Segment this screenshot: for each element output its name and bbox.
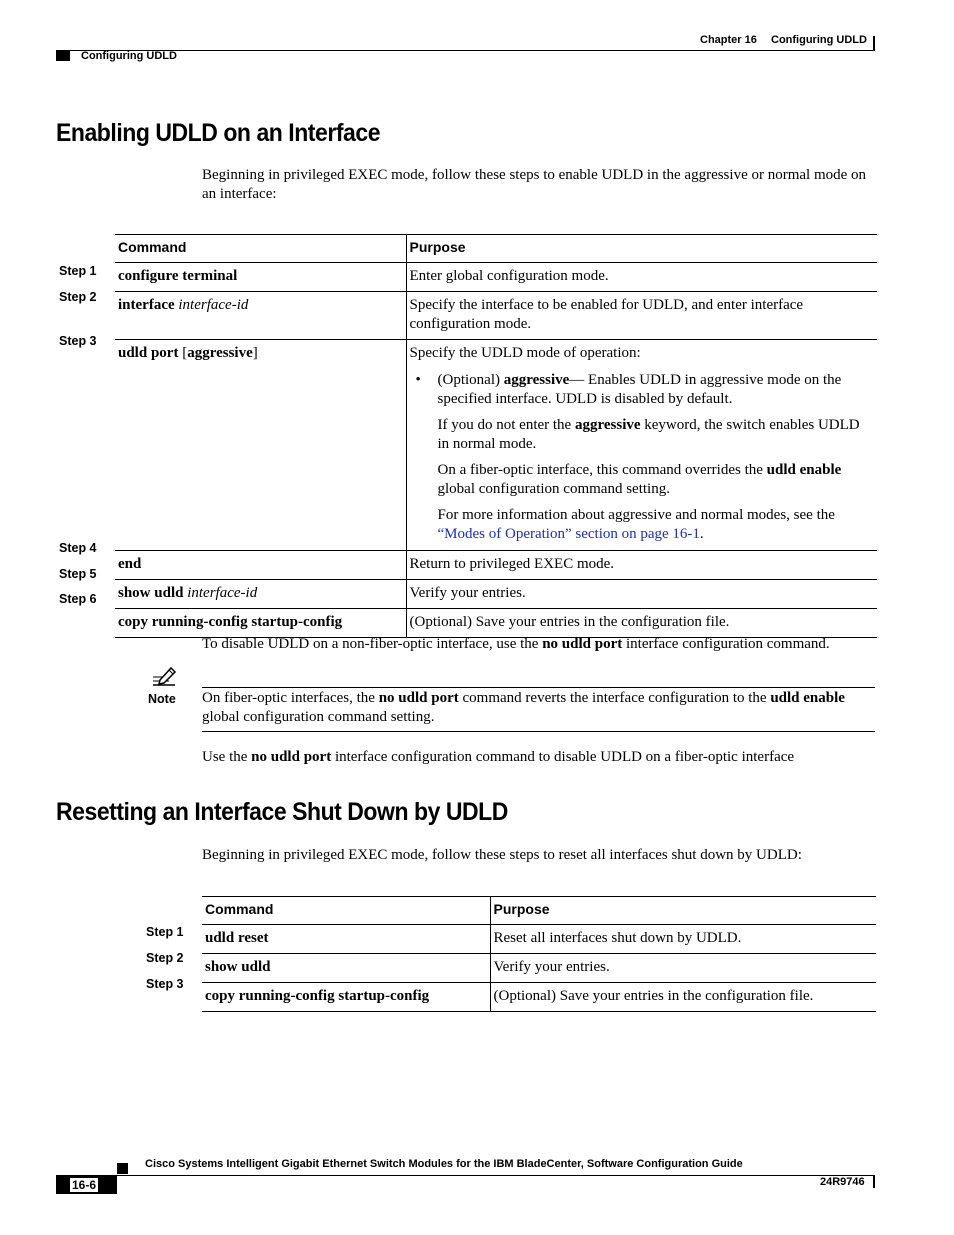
note-body: global configuration command setting. (202, 709, 435, 725)
command-text: show udld (118, 585, 184, 601)
step-label: Step 2 (59, 290, 97, 304)
column-header-purpose: Purpose (406, 235, 877, 263)
command-text: udld reset (205, 930, 269, 946)
command-option: aggressive (187, 345, 253, 361)
note-pencil-icon (151, 664, 177, 688)
disable-instructions (202, 635, 892, 654)
bullet-prefix: (Optional) (437, 372, 504, 388)
detail-text: keyword, the switch enables UDLD in normal mode. (437, 417, 860, 452)
purpose-text: Verify your entries. (490, 954, 876, 983)
body-text: Use the (202, 749, 252, 765)
column-header-purpose: Purpose (490, 897, 876, 925)
detail-text: If you do not enter the (437, 417, 575, 433)
step-label: Step 3 (146, 977, 184, 991)
note-keyword: udld enable (770, 690, 845, 706)
step-label: Step 3 (59, 334, 97, 348)
purpose-text: Enter global configuration mode. (406, 263, 877, 292)
command-text: configure terminal (118, 268, 238, 284)
purpose-text: (Optional) Save your entries in the configuration file. (490, 983, 876, 1012)
purpose-text: Verify your entries. (406, 580, 877, 609)
purpose-text: Specify the interface to be enabled for UDLD, and enter interface configuration mode. (406, 292, 877, 340)
detail-keyword: aggressive (574, 417, 641, 433)
step-label: Step 5 (59, 567, 97, 581)
fiber-instructions (202, 748, 892, 767)
detail-text: global configuration command setting. (437, 481, 670, 497)
command-keyword: no udld port (251, 749, 332, 765)
table-row (115, 580, 877, 609)
body-text: interface configuration command. (622, 636, 830, 652)
footer-marker (117, 1163, 128, 1174)
bracket-open: [ (182, 345, 188, 361)
step-label: Step 4 (59, 541, 97, 555)
footer-guide-title: Cisco Systems Intelligent Gigabit Ethernet Switch Modules for the IBM BladeCenter, Software Configuration Guide (145, 1158, 743, 1170)
header-rule (56, 50, 875, 51)
bullet-item (410, 371, 875, 409)
body-text: interface configuration command to disable UDLD on a fiber-optic interface (331, 749, 795, 765)
note-text (202, 689, 874, 727)
detail-text: For more information about aggressive and normal modes, see the (437, 507, 835, 523)
note-body: command reverts the interface configuration to the (458, 690, 771, 706)
detail-paragraph (410, 461, 875, 499)
reset-udld-steps-table (202, 896, 876, 1012)
footer-rule (56, 1175, 875, 1176)
purpose-text: Reset all interfaces shut down by UDLD. (490, 925, 876, 954)
note-label: Note (148, 692, 176, 706)
header-bar (873, 36, 875, 50)
step-label: Step 6 (59, 592, 97, 606)
table-row (115, 340, 877, 551)
table-row (115, 551, 877, 580)
table-row (202, 954, 876, 983)
purpose-text: Return to privileged EXEC mode. (406, 551, 877, 580)
detail-text: . (699, 526, 704, 542)
section2-intro: Beginning in privileged EXEC mode, follow these steps to reset all interfaces shut down by UDLD: (202, 847, 802, 863)
bullet-keyword: aggressive (503, 372, 570, 388)
step-label: Step 2 (146, 951, 184, 965)
purpose-text: (Optional) Save your entries in the configuration file. (406, 609, 877, 638)
note-rule-top (202, 687, 875, 688)
column-header-command: Command (202, 897, 490, 925)
header-marker (56, 51, 70, 61)
step-label: Step 1 (59, 264, 97, 278)
bracket-close: ] (252, 345, 258, 361)
bullet-icon: • (415, 372, 421, 388)
footer-doc-id: 24R9746 (820, 1176, 865, 1188)
footer-bar (873, 1176, 875, 1188)
enable-udld-steps-table (115, 234, 877, 638)
body-text: To disable UDLD on a non-fiber-optic interface, use the (202, 636, 543, 652)
modes-of-operation-link[interactable]: “Modes of Operation” section on page 16-1 (437, 526, 700, 542)
step-label: Step 1 (146, 925, 184, 939)
detail-keyword: udld enable (766, 462, 842, 478)
command-keyword: no udld port (542, 636, 623, 652)
purpose-text: Specify the UDLD mode of operation: (409, 345, 641, 361)
command-text: show udld (205, 959, 271, 975)
section-title-enabling-udld: Enabling UDLD on an Interface (56, 119, 381, 147)
page-number: 16-6 (72, 1178, 97, 1192)
header-section: Configuring UDLD (81, 50, 177, 62)
note-keyword: no udld port (378, 690, 459, 706)
command-text: end (118, 556, 142, 572)
table-row (202, 925, 876, 954)
section-title-resetting-interface: Resetting an Interface Shut Down by UDLD (56, 798, 508, 826)
note-rule-bottom (202, 731, 875, 732)
table-row (115, 609, 877, 638)
header-chapter-title: Configuring UDLD (771, 34, 867, 46)
column-header-command: Command (115, 235, 406, 263)
command-text: copy running-config startup-config (205, 988, 430, 1004)
detail-paragraph (410, 506, 875, 544)
table-row (115, 263, 877, 292)
note-body: On fiber-optic interfaces, the (202, 690, 379, 706)
command-argument: interface-id (178, 297, 249, 313)
command-text: udld port (118, 345, 179, 361)
table-row (202, 983, 876, 1012)
detail-text: On a fiber-optic interface, this command overrides the (437, 462, 767, 478)
table-row (115, 292, 877, 340)
detail-paragraph (410, 416, 875, 454)
command-text: copy running-config startup-config (118, 614, 343, 630)
section1-intro: Beginning in privileged EXEC mode, follow these steps to enable UDLD in the aggressive or normal mode on an interface: (202, 167, 867, 202)
command-text: interface (118, 297, 175, 313)
bullet-text: — Enables UDLD in aggressive mode on the specified interface. UDLD is disabled by default. (437, 372, 842, 407)
header-chapter: Chapter 16 (700, 34, 757, 46)
command-argument: interface-id (187, 585, 258, 601)
